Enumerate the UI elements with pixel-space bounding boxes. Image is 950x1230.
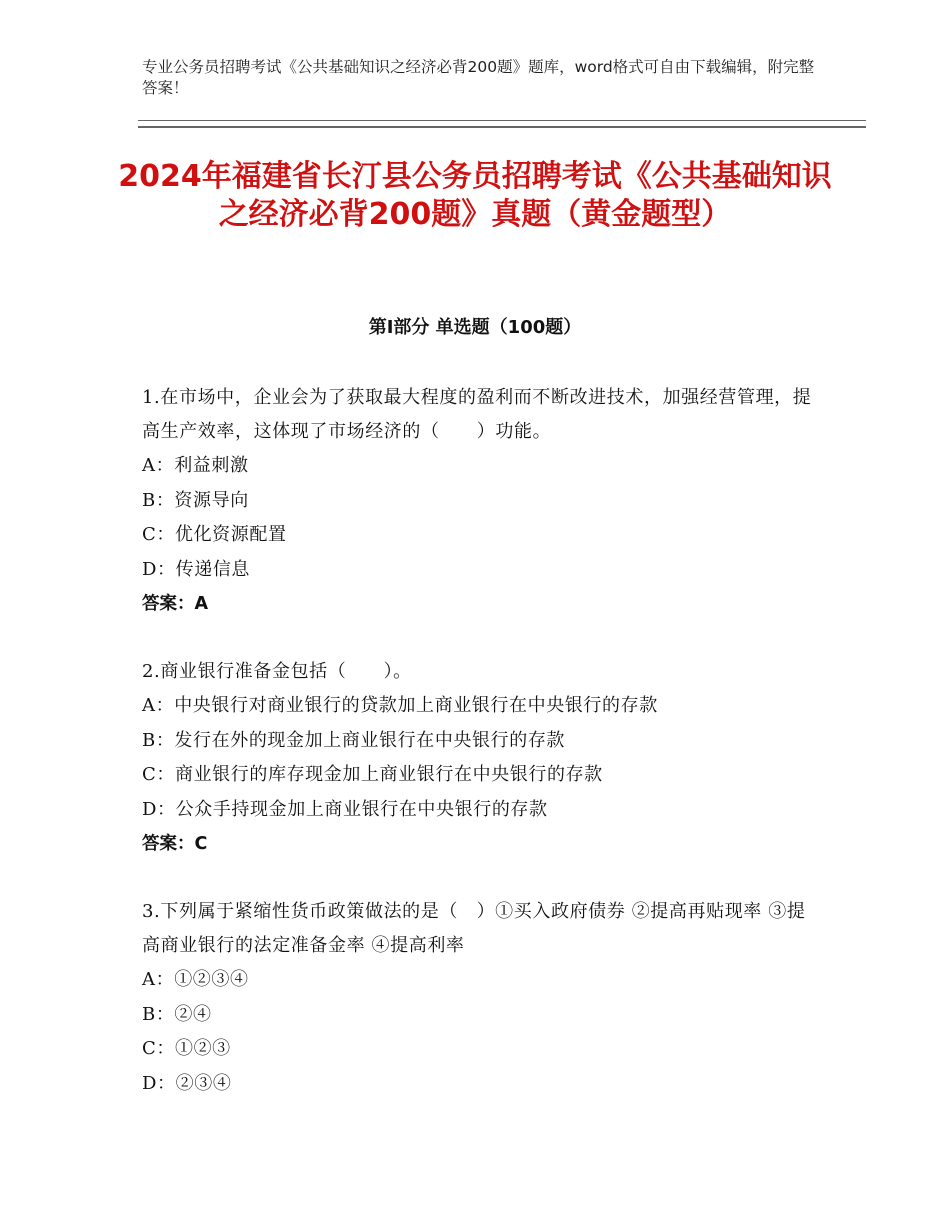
- section-title: 第I部分 单选题（100题）: [368, 317, 582, 338]
- answer-label: 答案：A: [142, 594, 209, 614]
- question-stem: 3.下列属于紧缩性货币政策做法的是（ ）①买入政府债券 ②提高再贴现率 ③提高商业银行的法定准备金率 ④提高利率: [142, 901, 806, 956]
- option-d: D：公众手持现金加上商业银行在中央银行的存款: [142, 798, 548, 820]
- option-a: A：利益刺激: [142, 455, 249, 476]
- option-d: D：传递信息: [142, 558, 251, 580]
- question-list: [142, 381, 814, 1135]
- question-stem: 1.在市场中，企业会为了获取最大程度的盈利而不断改进技术，加强经营管理，提高生产效率，这体现了市场经济的（ ）功能。: [142, 387, 812, 442]
- header-divider: [138, 120, 866, 128]
- question-1: [142, 381, 814, 621]
- question-2: [142, 655, 814, 861]
- option-a: A：①②③④: [142, 969, 249, 990]
- option-c: C：①②③: [142, 1038, 231, 1059]
- answer-label: 答案：C: [142, 834, 208, 854]
- question-3: [142, 895, 814, 1101]
- option-d: D：②③④: [142, 1072, 232, 1094]
- header-note: 专业公务员招聘考试《公共基础知识之经济必背200题》题库，word格式可自由下载编辑，附完整答案！: [142, 58, 815, 97]
- option-c: C：商业银行的库存现金加上商业银行在中央银行的存款: [142, 764, 603, 785]
- option-b: B：②④: [142, 1003, 212, 1025]
- question-stem: 2.商业银行准备金包括（ ）。: [142, 661, 412, 682]
- option-c: C：优化资源配置: [142, 524, 287, 545]
- option-a: A：中央银行对商业银行的贷款加上商业银行在中央银行的存款: [142, 695, 658, 716]
- document-title: 2024年福建省长汀县公务员招聘考试《公共基础知识之经济必背200题》真题（黄金题型）: [118, 159, 832, 232]
- option-b: B：发行在外的现金加上商业银行在中央银行的存款: [142, 729, 566, 751]
- option-b: B：资源导向: [142, 489, 249, 511]
